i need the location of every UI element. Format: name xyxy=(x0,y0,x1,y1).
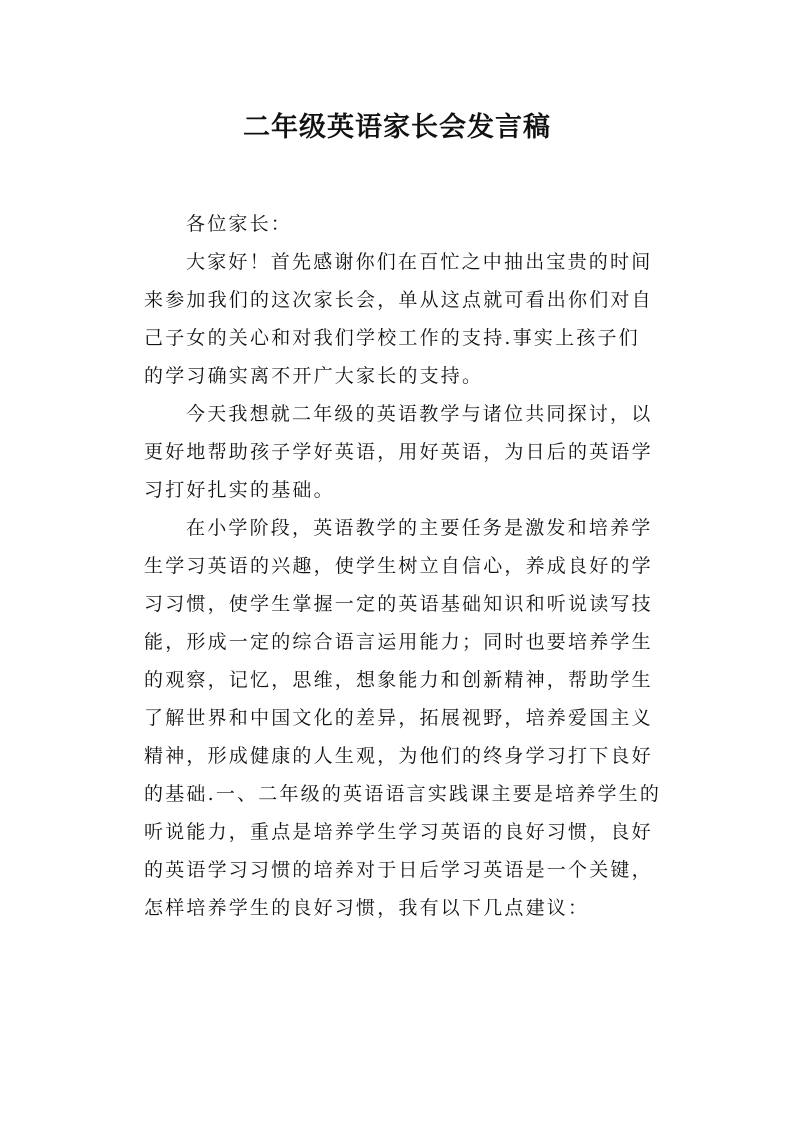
paragraph-line: 怎样培养学生的良好习惯，我有以下几点建议： xyxy=(144,897,590,919)
paragraph-line: 的英语学习习惯的培养对于日后学习英语是一个关键， xyxy=(144,859,653,881)
paragraph-line: 精神，形成健康的人生观，为他们的终身学习打下良好 xyxy=(144,745,653,767)
document-title: 二年级英语家长会发言稿 xyxy=(243,112,551,143)
paragraph-line: 了解世界和中国文化的差异，拓展视野，培养爱国主义 xyxy=(144,707,653,729)
paragraph-line: 今天我想就二年级的英语教学与诸位共同探讨，以 xyxy=(186,403,653,425)
salutation-line: 各位家长： xyxy=(186,213,293,235)
paragraph-line: 的学习确实离不开广大家长的支持。 xyxy=(144,365,484,387)
paragraph-line: 大家好！首先感谢你们在百忙之中抽出宝贵的时间 xyxy=(186,251,653,273)
paragraph-line: 习打好扎实的基础。 xyxy=(144,479,335,501)
paragraph-line: 的基础.一、二年级的英语语言实践课主要是培养学生的 xyxy=(144,783,662,805)
paragraph-line: 能，形成一定的综合语言运用能力；同时也要培养学生 xyxy=(144,631,653,653)
paragraph-line: 己子女的关心和对我们学校工作的支持.事实上孩子们 xyxy=(144,327,640,349)
paragraph-line: 听说能力，重点是培养学生学习英语的良好习惯，良好 xyxy=(144,821,653,843)
paragraph-line: 的观察，记忆，思维，想象能力和创新精神，帮助学生 xyxy=(144,669,653,691)
paragraph-line: 来参加我们的这次家长会，单从这点就可看出你们对自 xyxy=(144,289,653,311)
paragraph-line: 在小学阶段，英语教学的主要任务是激发和培养学 xyxy=(186,517,653,539)
document-body xyxy=(144,205,664,927)
paragraph-line: 更好地帮助孩子学好英语，用好英语，为日后的英语学 xyxy=(144,441,653,463)
paragraph-line: 生学习英语的兴趣，使学生树立自信心，养成良好的学 xyxy=(144,555,653,577)
paragraph-line: 习习惯，使学生掌握一定的英语基础知识和听说读写技 xyxy=(144,593,653,615)
